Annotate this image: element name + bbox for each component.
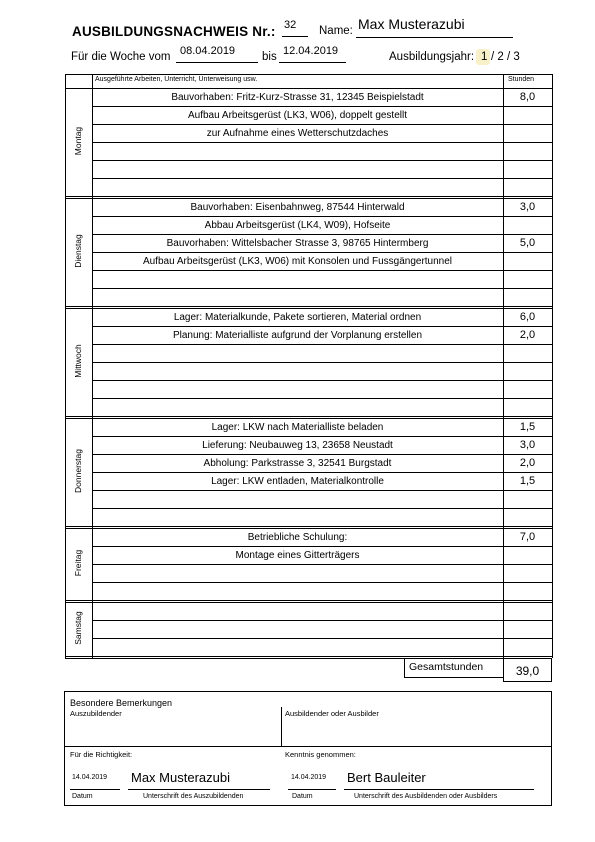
day-label-dienstag: Dienstag (73, 234, 83, 268)
total-value: 39,0 (515, 664, 540, 678)
task-text: Bauvorhaben: Wittelsbacher Strasse 3, 98765 Hintermberg (166, 238, 429, 249)
day-label-donnerstag: Donnerstag (73, 449, 83, 493)
name-line (356, 37, 513, 38)
task-text: Aufbau Arbeitsgerüst (LK3, W06), doppelt gestellt (187, 110, 407, 121)
task-hours: 3,0 (519, 439, 536, 451)
remarks-title: Besondere Bemerkungen (70, 698, 173, 708)
task-text: Lager: LKW entladen, Materialkontrolle (211, 476, 384, 487)
day-label-samstag: Samstag (73, 611, 83, 645)
remarks-left-label: Auszubildender (70, 709, 122, 718)
name-value: Max Musterazubi (358, 16, 465, 32)
year-rest: / 2 / 3 (491, 51, 520, 63)
col-tasks-header: Ausgeführte Arbeiten, Unterricht, Unterweisung usw. (95, 76, 258, 83)
right-date-line (288, 789, 336, 790)
task-hours: 1,5 (519, 475, 536, 487)
report-number-line (282, 36, 308, 37)
left-sign-label: Unterschrift des Auszubildenden (143, 793, 244, 800)
task-text: Aufbau Arbeitsgerüst (LK3, W06) mit Konsolen und Fussgängertunnel (142, 256, 453, 267)
week-from: 08.04.2019 (180, 45, 236, 57)
year-label: Ausbildungsjahr: (389, 51, 475, 63)
task-hours: 7,0 (519, 531, 536, 543)
week-from-line (176, 62, 258, 63)
left-date-label: Datum (72, 793, 93, 800)
right-sign-line (344, 789, 534, 790)
task-hours: 2,0 (519, 457, 536, 469)
task-text: Montage eines Gitterträgers (235, 550, 360, 561)
confirm-right: Kenntnis genommen: (285, 750, 356, 759)
to-label: bis (262, 51, 277, 63)
right-date: 14.04.2019 (291, 774, 327, 781)
left-date: 14.04.2019 (72, 774, 108, 781)
remarks-vdivider (281, 707, 282, 746)
task-hours: 1,5 (519, 421, 536, 433)
task-hours: 6,0 (519, 311, 536, 323)
name-label: Name: (319, 25, 353, 37)
task-hours: 2,0 (519, 329, 536, 341)
right-sign-label: Unterschrift des Ausbildenden oder Ausbilders (354, 793, 498, 800)
week-to-line (279, 62, 346, 63)
right-date-label: Datum (292, 793, 313, 800)
form-title: AUSBILDUNGSNACHWEIS Nr.: (72, 24, 276, 39)
day-label-freitag: Freitag (73, 549, 83, 577)
left-date-line (70, 789, 120, 790)
report-number: 32 (284, 19, 297, 31)
remarks-divider (65, 746, 551, 747)
week-label: Für die Woche vom (71, 51, 171, 63)
task-text: Lager: Materialkunde, Pakete sortieren, Material ordnen (173, 312, 422, 323)
task-hours: 3,0 (519, 201, 536, 213)
remarks-right-label: Ausbildender oder Ausbilder (285, 709, 379, 718)
right-signature: Bert Bauleiter (347, 770, 426, 785)
task-text: zur Aufnahme eines Wetterschutzdaches (206, 128, 389, 139)
task-hours: 8,0 (519, 91, 536, 103)
left-signature: Max Musterazubi (131, 770, 230, 785)
task-text: Bauvorhaben: Fritz-Kurz-Strasse 31, 12345 Beispielstadt (171, 92, 424, 103)
total-label: Gesamtstunden (409, 661, 484, 673)
task-text: Abholung: Parkstrasse 3, 32541 Burgstadt (203, 458, 392, 469)
year-1: 1 (481, 51, 488, 63)
week-to: 12.04.2019 (283, 45, 339, 57)
task-text: Lager: LKW nach Materialliste beladen (211, 422, 384, 433)
day-label-mittwoch: Mittwoch (73, 344, 83, 378)
task-text: Bauvorhaben: Eisenbahnweg, 87544 Hinterwald (190, 202, 405, 213)
confirm-left: Für die Richtigkeit: (70, 750, 133, 759)
day-label-montag: Montag (73, 126, 83, 156)
task-text: Planung: Materialliste aufgrund der Vorplanung erstellen (172, 330, 423, 341)
task-text: Lieferung: Neubauweg 13, 23658 Neustadt (202, 440, 393, 451)
task-text: Betriebliche Schulung: (247, 532, 348, 543)
task-hours: 5,0 (519, 237, 536, 249)
left-sign-line (128, 789, 270, 790)
col-hours-header: Stunden (508, 76, 535, 83)
task-text: Abbau Arbeitsgerüst (LK4, W09), Hofseite (204, 220, 391, 231)
